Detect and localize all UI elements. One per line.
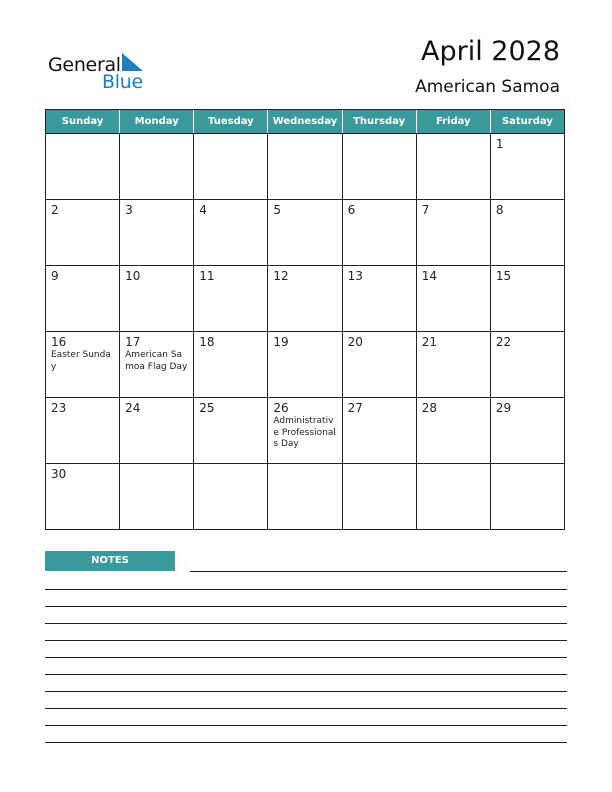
calendar-day-cell — [119, 134, 193, 199]
day-number: 9 — [51, 269, 59, 283]
calendar-week-row — [46, 331, 564, 397]
holiday-label: Easter Sunday — [51, 350, 111, 372]
day-number: 14 — [421, 269, 437, 283]
weekday-header: Wednesday — [267, 110, 341, 133]
day-number: 3 — [125, 203, 133, 217]
day-number: 28 — [421, 401, 437, 415]
calendar-day-cell — [342, 398, 416, 463]
calendar-day-cell — [342, 464, 416, 529]
day-number: 22 — [495, 335, 512, 349]
calendar-day-cell — [342, 134, 416, 199]
calendar-day-cell — [267, 398, 341, 463]
day-number: 30 — [51, 467, 67, 481]
calendar-day-cell — [46, 332, 119, 397]
calendar-day-cell — [119, 398, 193, 463]
notes-line — [190, 571, 567, 572]
day-number: 17 — [125, 335, 141, 349]
calendar-day-cell — [490, 200, 564, 265]
calendar-day-cell — [119, 464, 193, 529]
calendar-day-cell — [416, 200, 490, 265]
notes-line — [45, 606, 567, 607]
calendar-day-cell — [267, 200, 341, 265]
calendar-day-cell — [46, 266, 119, 331]
day-number: 24 — [125, 401, 141, 415]
weekday-header: Monday — [119, 110, 193, 133]
page-title: April 2028 — [420, 36, 560, 67]
calendar-day-cell — [267, 464, 341, 529]
day-number: 23 — [51, 401, 67, 415]
day-number: 7 — [421, 203, 430, 217]
calendar-day-cell — [490, 332, 564, 397]
day-number: 20 — [347, 335, 363, 349]
day-number: 16 — [51, 335, 67, 349]
calendar-day-cell — [490, 464, 564, 529]
day-number: 12 — [273, 269, 289, 283]
weekday-header: Tuesday — [193, 110, 267, 133]
calendar-day-cell — [342, 200, 416, 265]
calendar-day-cell — [267, 134, 341, 199]
day-number: 29 — [495, 401, 512, 415]
weekday-header: Sunday — [61, 116, 104, 127]
calendar-day-cell — [46, 200, 119, 265]
day-number: 15 — [495, 269, 512, 283]
calendar-day-cell — [119, 266, 193, 331]
logo-triangle-icon — [122, 53, 144, 71]
notes-line — [45, 674, 567, 675]
day-number: 21 — [421, 335, 437, 349]
calendar-day-cell — [416, 464, 490, 529]
day-number: 26 — [273, 401, 289, 415]
calendar-day-cell — [193, 332, 267, 397]
calendar-week-row — [46, 133, 564, 199]
weekday-header: Friday — [416, 110, 490, 133]
calendar-day-cell — [193, 200, 267, 265]
calendar-week-row — [46, 463, 564, 529]
calendar-day-cell — [342, 332, 416, 397]
day-number: 27 — [347, 401, 363, 415]
calendar-week-row — [46, 199, 564, 265]
calendar-day-cell — [342, 266, 416, 331]
day-number: 8 — [495, 203, 504, 217]
calendar-day-cell — [193, 266, 267, 331]
page-subtitle: American Samoa — [415, 77, 560, 97]
weekday-header: Saturday — [490, 110, 564, 133]
calendar-day-cell — [46, 464, 119, 529]
calendar-day-cell — [267, 332, 341, 397]
notes-line — [45, 742, 567, 743]
day-number: 18 — [199, 335, 215, 349]
holiday-label: Administrative Professionals Day — [273, 416, 336, 449]
day-number: 2 — [51, 203, 59, 217]
weekday-header-row — [46, 110, 564, 133]
day-number: 25 — [199, 401, 215, 415]
calendar-day-cell — [193, 464, 267, 529]
calendar-day-cell — [490, 134, 564, 199]
calendar-day-cell — [119, 200, 193, 265]
calendar-day-cell — [193, 398, 267, 463]
calendar-day-cell — [267, 266, 341, 331]
day-number: 4 — [199, 203, 207, 217]
calendar-day-cell — [416, 398, 490, 463]
calendar-day-cell — [46, 134, 119, 199]
holiday-label: American Samoa Flag Day — [125, 350, 188, 372]
day-number: 10 — [125, 269, 141, 283]
calendar-day-cell — [416, 134, 490, 199]
logo-word-blue: Blue — [102, 71, 143, 93]
calendar-day-cell — [416, 266, 490, 331]
day-number: 1 — [495, 137, 504, 151]
day-number: 6 — [347, 203, 356, 217]
notes-line — [45, 708, 567, 709]
day-number: 11 — [199, 269, 215, 283]
calendar-day-cell — [490, 266, 564, 331]
weekday-header: Thursday — [342, 110, 416, 133]
day-number: 19 — [273, 335, 289, 349]
calendar-day-cell — [416, 332, 490, 397]
day-number: 5 — [273, 203, 282, 217]
calendar-week-row — [46, 265, 564, 331]
notes-line — [45, 657, 567, 658]
notes-line — [45, 691, 567, 692]
day-number: 13 — [347, 269, 363, 283]
calendar-day-cell — [119, 332, 193, 397]
notes-line — [45, 623, 567, 624]
calendar-day-cell — [490, 398, 564, 463]
logo-word-general: General — [48, 54, 121, 76]
notes-line — [45, 640, 567, 641]
notes-badge: NOTES — [45, 551, 175, 571]
notes-line — [45, 589, 567, 590]
calendar-week-row — [46, 397, 564, 463]
calendar-day-cell — [193, 134, 267, 199]
calendar-day-cell — [46, 398, 119, 463]
notes-line — [45, 725, 567, 726]
calendar-grid — [45, 109, 565, 530]
